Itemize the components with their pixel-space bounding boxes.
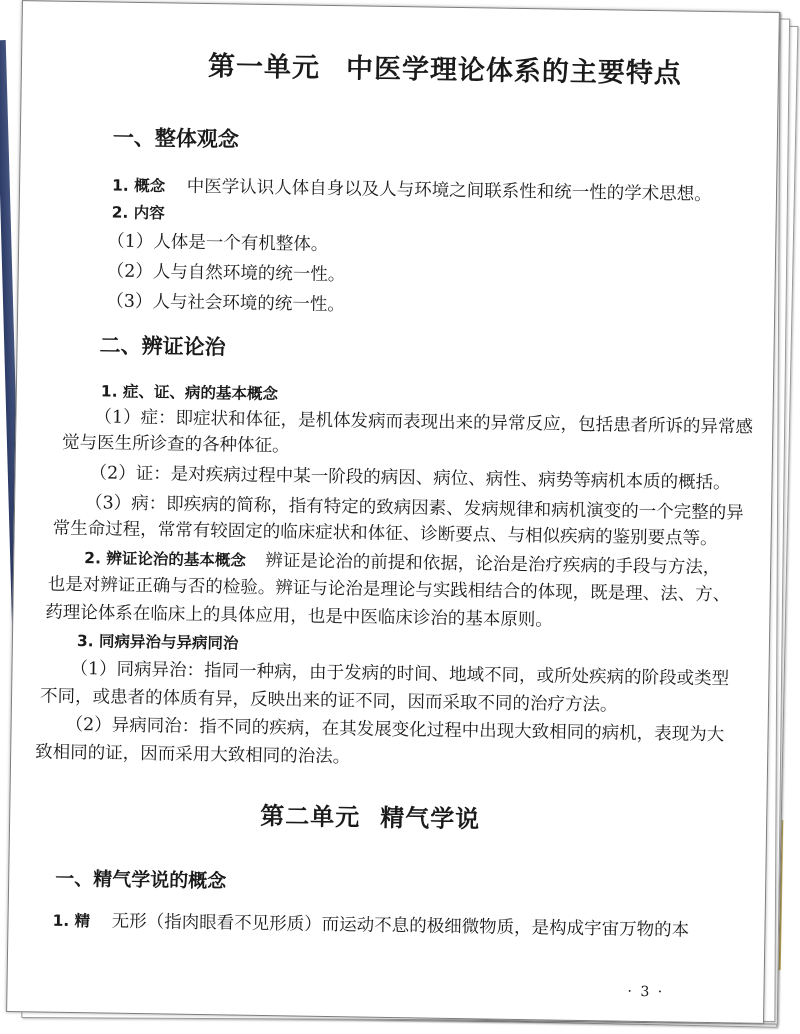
item-content-label: 2. 内容 [111, 203, 165, 223]
content-point-3: （3）人与社会环境的统一性。 [106, 291, 346, 316]
item-differentiation-treatment-label: 2. 辨证论治的基本概念 [84, 549, 246, 570]
different-disease-same-treatment-line1: （2）异病同治：指不同的疾病，在其发展变化过程中出现大致相同的病机，表现为大 [65, 714, 725, 746]
different-disease-same-treatment-line2: 致相同的证，因而采用大致相同的治法。 [35, 742, 351, 768]
item-differentiation-treatment [84, 547, 720, 579]
unit1-title-number: 第一单元 [207, 51, 321, 84]
same-disease-different-treatment-line1: （1）同病异治：指同一种病，由于发病的时间、地域不同，或所处疾病的阶段或类型 [70, 658, 730, 690]
unit2-title-text: 精气学说 [379, 802, 481, 834]
symptom-definition-line2: 觉与医生所诊查的各种体征。 [61, 432, 290, 457]
item-basic-concepts-label: 1. 症、证、病的基本概念 [100, 382, 279, 404]
syndrome-definition: （2）证：是对疾病过程中某一阶段的病因、病位、病性、病势等病机本质的概括。 [89, 463, 731, 494]
content-point-2: （2）人与自然环境的统一性。 [106, 261, 346, 286]
unit2-title [259, 800, 481, 834]
item-same-different-treatment-label: 3. 同病异治与异病同治 [76, 632, 239, 653]
symptom-definition-line1: （1）症：即症状和体征，是机体发病而表现出来的异常反应，包括患者所诉的异常感 [94, 407, 754, 438]
item-essence-text: 无形（指肉眼看不见形质）而运动不息的极细微物质，是构成宇宙万物的本 [111, 911, 690, 941]
item-concept [112, 175, 712, 206]
section-heading-holism: 一、整体观念 [112, 125, 240, 152]
differentiation-treatment-line2: 也是对辨证正确与否的检验。辨证与论治是理论与实践相结合的体现，既是理、法、方、 [47, 574, 731, 606]
content-point-1: （1）人体是一个有机整体。 [107, 231, 329, 255]
item-essence-label: 1. 精 [52, 911, 91, 931]
document-page [6, 0, 780, 1024]
page-number: · 3 · [627, 983, 665, 1001]
differentiation-treatment-line3: 药理论体系在临床上的具体应用，也是中医临床诊治的基本原则。 [45, 602, 553, 631]
item-concept-text: 中医学认识人体自身以及人与环境之间联系性和统一性的学术思想。 [186, 176, 712, 205]
differentiation-treatment-line1: 辨证是论治的前提和依据，论治是治疗疾病的手段与方法， [265, 551, 721, 579]
item-concept-label: 1. 概念 [111, 176, 166, 196]
unit2-title-number: 第二单元 [259, 800, 361, 832]
unit1-title [207, 51, 683, 90]
disease-definition-line2: 常生命过程，常常有较固定的临床症状和体征、诊断要点、与相似疾病的鉴别要点等。 [52, 518, 718, 550]
item-essence [52, 910, 689, 942]
section-heading-syndrome-differentiation: 二、辨证论治 [99, 333, 226, 360]
disease-definition-line1: （3）病：即疾病的简称，指有特定的致病因素、发病规律和病机演变的一个完整的异 [84, 493, 744, 524]
section-heading-essence-qi-concept: 一、精气学说的概念 [55, 867, 227, 893]
same-disease-different-treatment-line2: 不同，或患者的体质有异，反映出来的证不同，因而采取不同的治疗方法。 [39, 686, 618, 716]
unit1-title-text: 中医学理论体系的主要特点 [345, 53, 683, 90]
